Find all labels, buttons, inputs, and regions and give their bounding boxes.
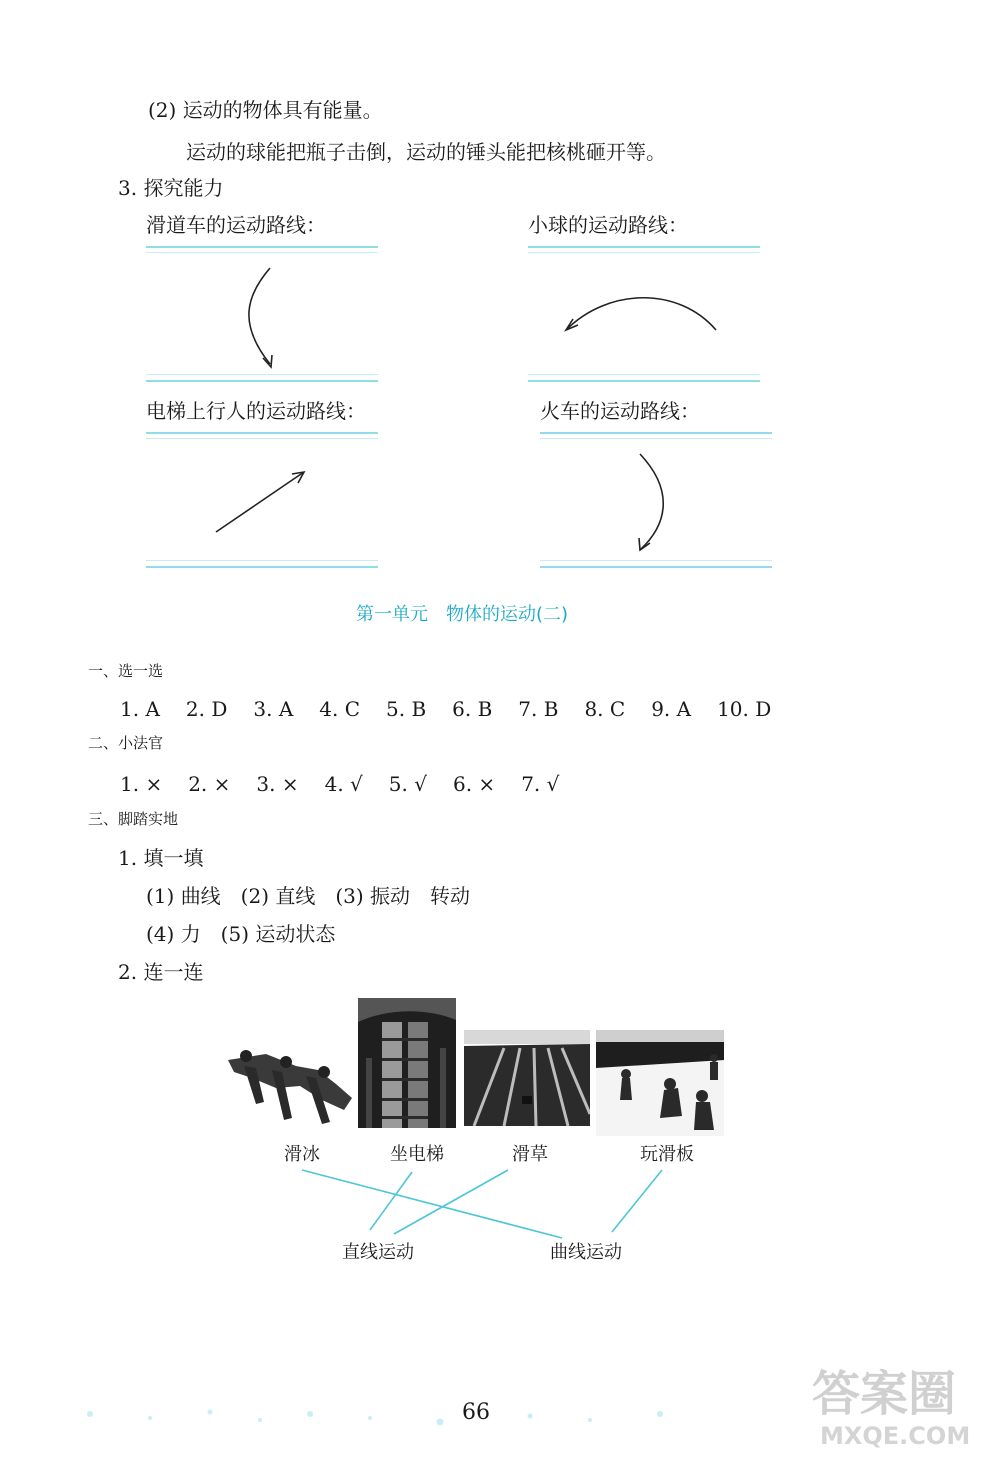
match-label-skating: 滑冰 [284, 1144, 320, 1165]
answer-item: 6. × [452, 772, 496, 796]
text-line-energy: (2) 运动的物体具有能量。 [148, 98, 383, 122]
line-skateboard-curved [612, 1170, 662, 1232]
answer-item: 7. √ [521, 772, 560, 796]
label-ball-path: 小球的运动路线： [528, 213, 688, 237]
label-escalator-path: 电梯上行人的运动路线： [146, 399, 366, 423]
answer-item: 3. × [256, 772, 299, 796]
match-label-skateboarding: 玩滑板 [640, 1144, 694, 1165]
text-line-examples: 运动的球能把瓶子击倒，运动的锤头能把核桃砸开等。 [186, 140, 666, 164]
connect-title: 2. 连一连 [118, 960, 204, 984]
answer-item: 4. C [319, 697, 361, 721]
match-label-grass-sliding: 滑草 [512, 1144, 548, 1165]
match-label-elevator: 坐电梯 [390, 1144, 444, 1165]
answer-item: 9. A [651, 697, 692, 721]
fill-line-1: (1) 曲线 (2) 直线 (3) 振动 转动 [146, 884, 471, 908]
fill-line-2: (4) 力 (5) 运动状态 [146, 922, 336, 946]
answer-item: 4. √ [324, 772, 363, 796]
line-elevator-straight [370, 1172, 412, 1230]
footer-decoration [60, 1400, 700, 1434]
answer-item: 6. B [452, 697, 493, 721]
label-coaster-path: 滑道车的运动路线： [146, 213, 326, 237]
match-label-straight-motion: 直线运动 [342, 1242, 414, 1263]
answer-item: 8. C [584, 697, 626, 721]
watermark-site: MXQE.COM [820, 1422, 971, 1450]
answer-item: 2. D [185, 697, 228, 721]
matching-line-group [302, 1170, 662, 1238]
section-3-title: 3. 探究能力 [118, 176, 224, 200]
answer-item: 2. × [188, 772, 231, 796]
unit-title: 第一单元 物体的运动(二) [356, 604, 569, 625]
line-skating-curved [302, 1170, 562, 1238]
match-label-curved-motion: 曲线运动 [550, 1242, 622, 1263]
answer-item: 7. B [518, 697, 559, 721]
answer-item: 5. √ [388, 772, 427, 796]
label-train-path: 火车的运动路线： [540, 399, 700, 423]
answer-item: 1. A [120, 697, 160, 721]
watermark-brand: 答案圈 [812, 1366, 957, 1422]
line-grass-straight [394, 1170, 508, 1234]
answer-item: 10. D [717, 697, 772, 721]
part1-title: 一、选一选 [88, 662, 164, 680]
page-number: 66 [462, 1400, 490, 1425]
part2-title: 二、小法官 [88, 734, 164, 752]
answer-item: 5. B [386, 697, 427, 721]
fill-title: 1. 填一填 [118, 846, 204, 870]
part3-title: 三、脚踏实地 [88, 810, 179, 828]
answer-item: 1. × [120, 772, 163, 796]
answer-item: 3. A [253, 697, 294, 721]
